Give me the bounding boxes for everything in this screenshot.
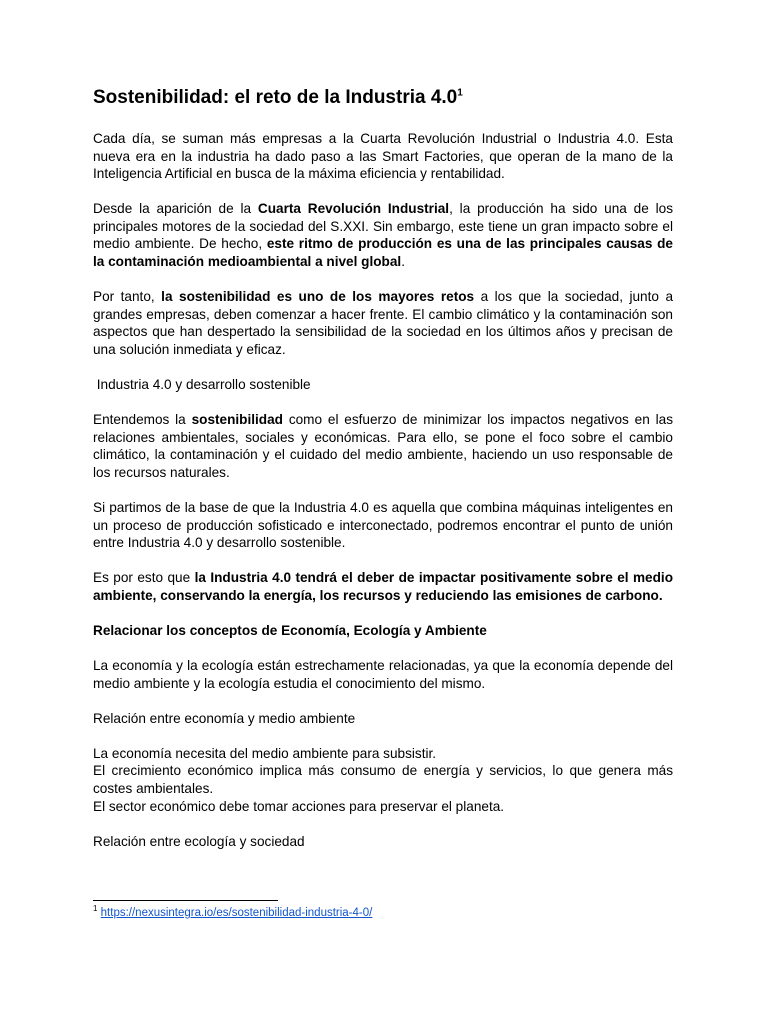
text-run: Por tanto, — [93, 289, 162, 305]
footnote — [93, 906, 372, 921]
bold-run: la Industria 4.0 tendrá el deber de impactar positivamente sobre el medio ambiente, conservando la energía, los recursos y reduciendo las emisiones de carbono. — [93, 570, 673, 603]
text-run: Entendemos la — [93, 412, 192, 428]
paragraph-challenge — [93, 288, 673, 358]
paragraph-economy-ecology: La economía y la ecología están estrechamente relacionadas, ya que la economía depende del medio ambiente y la ecología estudia el conocimiento del mismo. — [93, 658, 673, 691]
bold-run: este ritmo de producción es una de las principales causas de la contaminación medioambiental a nivel global — [93, 236, 673, 270]
document-body — [93, 86, 673, 868]
text-run: . — [401, 254, 405, 270]
paragraph-intro: Cada día, se suman más empresas a la Cuarta Revolución Industrial o Industria 4.0. Esta nueva era en la industria ha dado paso a las Smart Factories, que operan de la mano de la Inteligencia Artificial en busca de la máxima eficiencia y rentabilidad. — [93, 131, 673, 182]
subheading-concepts: Relacionar los conceptos de Economía, Ecología y Ambiente — [93, 622, 487, 638]
text-run: a los que la sociedad, junto a grandes empresas, deben comenzar a hacer frente. El cambio climático y la contaminación son aspectos que han despertado la sensibilidad de la sociedad en los últimos años y precisan de una solución inmediata y eficaz. — [93, 289, 674, 357]
footnote-link[interactable]: https://nexusintegra.io/es/sostenibilidad-industria-4-0/ — [100, 907, 373, 919]
list-item-3: El sector económico debe tomar acciones para preservar el planeta. — [93, 798, 505, 814]
paragraph-duty — [93, 569, 673, 604]
list-item-1: La economía necesita del medio ambiente para subsistir. — [93, 745, 437, 761]
paragraph-origin — [93, 200, 673, 270]
paragraph-definition — [93, 411, 673, 481]
text-run: Desde la aparición de la — [93, 201, 258, 217]
document-title — [93, 86, 673, 110]
title-footnote-mark[interactable]: 1 — [457, 87, 463, 99]
bold-run: la sostenibilidad es uno de los mayores retos — [161, 289, 475, 305]
subheading-economy-environment: Relación entre economía y medio ambiente — [93, 710, 356, 726]
bold-run: sostenibilidad — [191, 412, 283, 428]
footnote-divider — [93, 900, 278, 901]
subheading-industria-sostenible: Industria 4.0 y desarrollo sostenible — [93, 377, 311, 393]
bold-run: Cuarta Revolución Industrial — [257, 201, 450, 217]
list-item-2: El crecimiento económico implica más consumo de energía y servicios, lo que genera más costes ambientales. — [93, 763, 673, 797]
text-run: , la producción ha sido una de los principales motores de la sociedad del S.XXI. Sin embargo, este tiene un gran impacto sobre el medio ambiente. De hecho, — [93, 201, 673, 252]
text-run: Es por esto que — [93, 570, 195, 586]
footnote-mark: 1 — [93, 904, 98, 914]
subheading-ecology-society: Relación entre ecología y sociedad — [93, 833, 305, 849]
title-text: Sostenibilidad: el reto de la Industria 4.0 — [93, 87, 458, 108]
text-run: como el esfuerzo de minimizar los impactos negativos en las relaciones ambientales, sociales y económicas. Para ello, se pone el foco sobre el cambio climático, la contaminación y el cuidado del medio ambiente, haciendo un uso responsable de los recursos naturales. — [93, 412, 673, 480]
paragraph-union: Si partimos de la base de que la Industria 4.0 es aquella que combina máquinas inteligentes en un proceso de producción sofisticado e interconectado, podremos encontrar el punto de unión entre Industria 4.0 y desarrollo sostenible. — [93, 500, 673, 551]
